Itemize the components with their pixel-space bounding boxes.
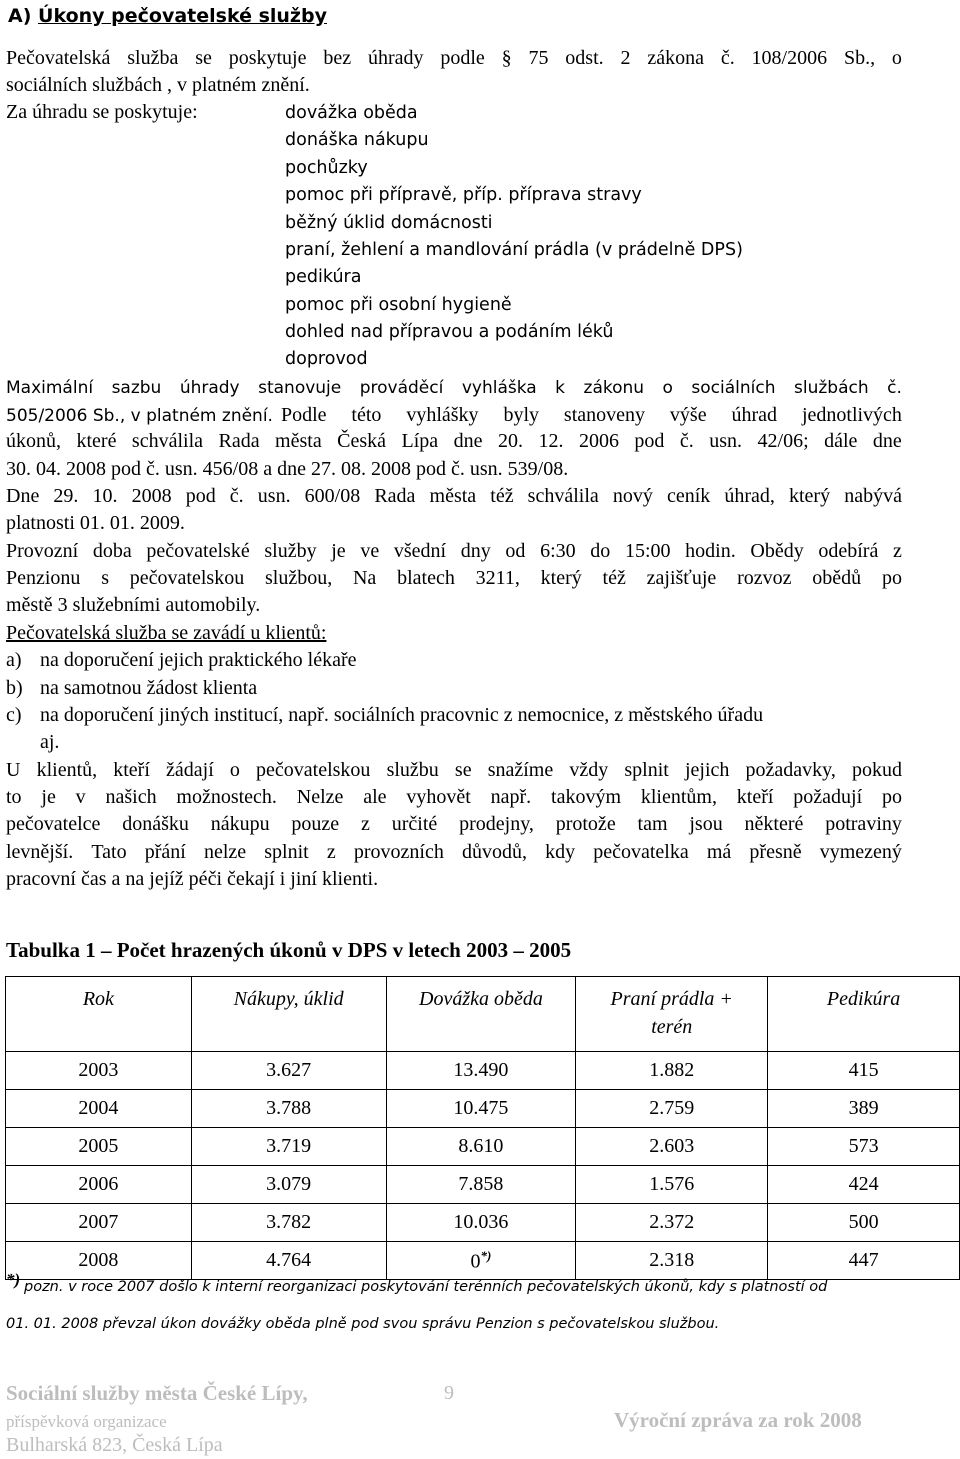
word: z	[893, 540, 902, 562]
word: službu	[386, 759, 439, 781]
services-table	[5, 976, 960, 1280]
word: k	[555, 378, 566, 398]
word: úhrad,	[724, 485, 775, 507]
word: provozních	[353, 841, 444, 863]
intro-line-2: sociálních službách , v platném znění.	[6, 74, 310, 96]
word: pod	[185, 485, 216, 507]
table-row	[6, 1242, 960, 1280]
column-header-laundry: Praní prádla + terén	[576, 977, 768, 1052]
word: klientům,	[640, 786, 717, 808]
table-title: Tabulka 1 – Počet hrazených úkonů v DPS v letech 2003 – 2005	[6, 938, 572, 962]
word: Sb.,	[843, 47, 876, 69]
word: §	[501, 47, 512, 69]
word: 600/08	[304, 485, 361, 507]
clients-line	[6, 759, 902, 782]
word: o	[662, 378, 673, 398]
word: této	[351, 404, 382, 426]
word: pečovatelka	[593, 841, 689, 863]
cell-shopping: 4.764	[191, 1242, 386, 1280]
word: vyhlášky	[406, 404, 479, 426]
word: U	[6, 759, 21, 781]
word: nákupu	[210, 813, 270, 835]
word: Rada	[374, 485, 416, 507]
regulation-text	[281, 404, 902, 427]
word: takovým	[551, 786, 622, 808]
word: 2006	[578, 430, 619, 452]
word: splnit	[264, 841, 309, 863]
section-heading-prefix: A)	[8, 5, 32, 27]
service-item: dovážka oběda	[285, 103, 418, 123]
word: úhrady	[179, 378, 240, 398]
column-header-shopping: Nákupy, úklid	[191, 977, 386, 1052]
word: Rada	[218, 430, 260, 452]
word: doba	[92, 540, 132, 562]
word: rozvoz	[737, 567, 792, 589]
word: pečovatelskou	[256, 759, 371, 781]
cell-laundry: 2.603	[576, 1128, 768, 1166]
word: města	[275, 430, 322, 452]
word: jejich	[684, 759, 730, 781]
word: obědů	[812, 567, 862, 589]
section-heading-title: Úkony pečovatelské služby	[38, 5, 327, 27]
introduction-marker: c)	[6, 704, 22, 726]
word: jednotlivých	[801, 404, 902, 426]
word: č.	[679, 430, 694, 452]
word: přání	[144, 841, 186, 863]
cell-delivery	[386, 1242, 576, 1280]
regulation-line-4: 30. 04. 2008 pod č. usn. 456/08 a dne 27. 08. 2008 pod č. usn. 539/08.	[6, 458, 569, 480]
cell-pedicure: 500	[768, 1204, 960, 1242]
column-header-year: Rok	[6, 977, 192, 1052]
word: pečovatelce	[6, 813, 101, 835]
service-item: pomoc při osobní hygieně	[285, 295, 512, 315]
word: sazbu	[111, 378, 162, 398]
operating-line-2	[6, 567, 902, 590]
word: 3211,	[475, 567, 520, 589]
footer-address: Bulharská 823, Česká Lípa	[6, 1434, 223, 1456]
word: nabývá	[844, 485, 902, 507]
cell-shopping: 3.079	[191, 1166, 386, 1204]
word: se	[195, 47, 212, 69]
word: je	[331, 540, 346, 562]
word: pečovatelskou	[129, 567, 245, 589]
word: se	[454, 759, 472, 781]
word: bez	[323, 47, 352, 69]
cell-pedicure: 447	[768, 1242, 960, 1280]
word: 15:00	[624, 540, 671, 562]
word: pod	[634, 430, 665, 452]
word: dne	[453, 430, 483, 452]
word: usn.	[257, 485, 291, 507]
word: dny	[460, 540, 491, 562]
word: Provozní	[6, 540, 79, 562]
introduction-marker: a)	[6, 649, 22, 671]
word: stanovuje	[258, 378, 342, 398]
word: službou,	[264, 567, 333, 589]
word: výše	[669, 404, 707, 426]
word: kteří	[736, 786, 774, 808]
word: Maximální	[6, 378, 94, 398]
cell-laundry: 2.372	[576, 1204, 768, 1242]
cell-year: 2004	[6, 1090, 192, 1128]
footnote-line-1: pozn. v roce 2007 došlo k interní reorganizaci poskytování terénních pečovatelských úkonů, kdy s platností od	[24, 1279, 828, 1295]
word: donášku	[122, 813, 189, 835]
word: 2008	[131, 485, 172, 507]
regulation-line-1	[6, 378, 902, 398]
word: jsou	[689, 813, 723, 835]
word: Nelze	[296, 786, 344, 808]
column-header-pedicure: Pedikúra	[768, 977, 960, 1052]
cell-pedicure: 389	[768, 1090, 960, 1128]
word: kteří	[113, 759, 150, 781]
word: 12.	[538, 430, 564, 452]
cell-laundry: 1.882	[576, 1052, 768, 1090]
word: levnější.	[6, 841, 74, 863]
word: 10.	[92, 485, 118, 507]
word: vyhláška	[461, 378, 537, 398]
footer-org-type: příspěvková organizace	[6, 1412, 167, 1431]
introduction-item: na samotnou žádost klienta	[40, 677, 258, 699]
word: hodin.	[685, 540, 736, 562]
page-number: 9	[444, 1382, 454, 1404]
cell-pedicure: 573	[768, 1128, 960, 1166]
cell-delivery: 7.858	[386, 1166, 576, 1204]
regulation-line-3	[6, 430, 902, 453]
word: úkonů,	[6, 430, 61, 452]
word: podle	[440, 47, 485, 69]
word: potraviny	[825, 813, 902, 835]
cell-year: 2005	[6, 1128, 192, 1166]
word: služby	[264, 540, 317, 562]
word: s	[101, 567, 110, 589]
word: poskytuje	[228, 47, 307, 69]
cell-delivery: 10.036	[386, 1204, 576, 1242]
word: prodejny,	[459, 813, 534, 835]
word: č.	[229, 485, 244, 507]
word: 29.	[53, 485, 79, 507]
operating-line-1	[6, 540, 902, 563]
word: např.	[490, 786, 532, 808]
footnote-symbol: *)	[6, 1270, 21, 1289]
word: města	[429, 485, 477, 507]
word: požadují	[793, 786, 863, 808]
service-item: doprovod	[285, 349, 368, 369]
cell-laundry: 2.318	[576, 1242, 768, 1280]
word: po	[881, 786, 902, 808]
word: které	[76, 430, 117, 452]
cell-shopping: 3.719	[191, 1128, 386, 1166]
word: prováděcí	[359, 378, 444, 398]
cell-shopping: 3.788	[191, 1090, 386, 1128]
regulation-line-5	[6, 485, 902, 508]
table-row	[6, 1090, 960, 1128]
introduction-title: Pečovatelská služba se zavádí u klientů:	[6, 622, 327, 644]
word: některé	[744, 813, 804, 835]
word: o	[229, 759, 240, 781]
cell-year: 2008	[6, 1242, 192, 1280]
paid-services-label: Za úhradu se poskytuje:	[6, 101, 198, 123]
cell-year: 2003	[6, 1052, 192, 1090]
regulation-line-2	[6, 404, 902, 427]
word: z	[326, 841, 336, 863]
word: též	[602, 567, 626, 589]
introduction-item: na doporučení jiných institucí, např. sociálních pracovnic z nemocnice, z městského úřadu	[40, 704, 764, 726]
table-row	[6, 1052, 960, 1090]
service-item: dohled nad přípravou a podáním léků	[285, 322, 614, 342]
column-header-delivery: Dovážka oběda	[386, 977, 576, 1052]
word: služba	[127, 47, 179, 69]
footer-organization: Sociální služby města České Lípy,	[6, 1381, 308, 1405]
cell-delivery-value: 0	[470, 1250, 481, 1273]
word: sociálních	[691, 378, 776, 398]
cell-delivery: 8.610	[386, 1128, 576, 1166]
introduction-item-continuation: aj.	[40, 731, 60, 753]
cell-pedicure: 415	[768, 1052, 960, 1090]
cell-delivery: 10.475	[386, 1090, 576, 1128]
word: ve	[360, 540, 380, 562]
word: přesně	[749, 841, 802, 863]
word: odebírá	[818, 540, 879, 562]
word: č.	[720, 47, 735, 69]
table-header-row	[6, 977, 960, 1052]
word: 108/2006	[751, 47, 828, 69]
word: splnit	[624, 759, 669, 781]
service-item: donáška nákupu	[285, 130, 429, 150]
word: Dne	[6, 485, 40, 507]
word: ceník	[666, 485, 711, 507]
word: určité	[391, 813, 438, 835]
word: má	[706, 841, 732, 863]
table-row	[6, 1204, 960, 1242]
word: úhrad	[731, 404, 778, 426]
word: v	[75, 786, 86, 808]
service-item: pochůzky	[285, 158, 368, 178]
cell-shopping: 3.627	[191, 1052, 386, 1090]
cell-year: 2006	[6, 1166, 192, 1204]
word: do	[590, 540, 611, 562]
word: požadavky,	[745, 759, 836, 781]
table-row	[6, 1128, 960, 1166]
word: vymezený	[819, 841, 902, 863]
word: našich	[105, 786, 157, 808]
word: odst.	[565, 47, 604, 69]
word: důvodů,	[461, 841, 527, 863]
footer-report-title: Výroční zpráva za rok 2008	[614, 1408, 862, 1432]
word: žádají	[166, 759, 214, 781]
word: Pečovatelská	[6, 47, 111, 69]
word: Obědy	[750, 540, 804, 562]
word: Česká	[337, 430, 387, 452]
word: službách	[794, 378, 869, 398]
word: byly	[503, 404, 540, 426]
word: o	[891, 47, 902, 69]
intro-line-1	[6, 47, 902, 70]
word: vždy	[569, 759, 609, 781]
word: Na	[352, 567, 377, 589]
cell-laundry: 1.576	[576, 1166, 768, 1204]
introduction-item: na doporučení jejich praktického lékaře	[40, 649, 357, 671]
cell-year: 2007	[6, 1204, 192, 1242]
word: 75	[528, 47, 549, 69]
word: Podle	[280, 404, 327, 426]
word: od	[505, 540, 526, 562]
word: pečovatelské	[146, 540, 250, 562]
word: dne	[872, 430, 902, 452]
service-item: pomoc při přípravě, příp. příprava stravy	[285, 185, 642, 205]
word: ale	[363, 786, 387, 808]
cell-pedicure: 424	[768, 1166, 960, 1204]
word: nelze	[203, 841, 247, 863]
regulation-line-6: platnosti 01. 01. 2009.	[6, 512, 185, 534]
word: stanoveny	[563, 404, 646, 426]
clients-line	[6, 786, 902, 809]
word: zajišťuje	[646, 567, 717, 589]
footnote-marker: *)	[480, 1247, 492, 1263]
word: schválila	[131, 430, 204, 452]
word: možnostech.	[176, 786, 277, 808]
word: vyhovět	[406, 786, 471, 808]
service-item: pedikúra	[285, 267, 362, 287]
word: schválila	[527, 485, 599, 507]
word: protože	[555, 813, 616, 835]
word: 42/06;	[757, 430, 809, 452]
footnote-line-2: 01. 01. 2008 převzal úkon dovážky oběda plně pod svou správu Penzion s pečovatelskou službou.	[6, 1316, 720, 1332]
word: je	[41, 786, 56, 808]
word: Tato	[91, 841, 127, 863]
word: kdy	[545, 841, 576, 863]
introduction-marker: b)	[6, 677, 23, 699]
word: všední	[393, 540, 447, 562]
word: 6:30	[540, 540, 576, 562]
word: snažíme	[487, 759, 554, 781]
word: 2	[620, 47, 631, 69]
word: usn.	[709, 430, 743, 452]
section-heading	[8, 5, 327, 27]
operating-line-3: městě 3 služebními automobily.	[6, 594, 261, 616]
service-item: běžný úklid domácnosti	[285, 213, 493, 233]
regulation-reference: 505/2006 Sb., v platném znění.	[6, 406, 273, 426]
word: Lípa	[401, 430, 439, 452]
cell-delivery: 13.490	[386, 1052, 576, 1090]
word: tam	[637, 813, 668, 835]
word: Penzionu	[6, 567, 81, 589]
word: který	[789, 485, 831, 507]
word: 20.	[498, 430, 524, 452]
word: pouze	[291, 813, 340, 835]
clients-line: pracovní čas a na jejíž péči čekají i jiní klienti.	[6, 868, 379, 890]
word: to	[6, 786, 22, 808]
word: úhrady	[367, 47, 424, 69]
word: klientů,	[36, 759, 98, 781]
word: č.	[887, 378, 902, 398]
word: z	[361, 813, 370, 835]
word: zákona	[647, 47, 704, 69]
word: který	[540, 567, 582, 589]
word: blatech	[397, 567, 455, 589]
word: nový	[612, 485, 653, 507]
word: po	[881, 567, 902, 589]
service-item: praní, žehlení a mandlování prádla (v prádelně DPS)	[285, 240, 743, 260]
cell-shopping: 3.782	[191, 1204, 386, 1242]
table-row	[6, 1166, 960, 1204]
clients-line	[6, 841, 902, 864]
word: zákonu	[583, 378, 645, 398]
word: dále	[824, 430, 858, 452]
word: pokud	[851, 759, 902, 781]
clients-line	[6, 813, 902, 836]
word: též	[490, 485, 514, 507]
cell-laundry: 2.759	[576, 1090, 768, 1128]
